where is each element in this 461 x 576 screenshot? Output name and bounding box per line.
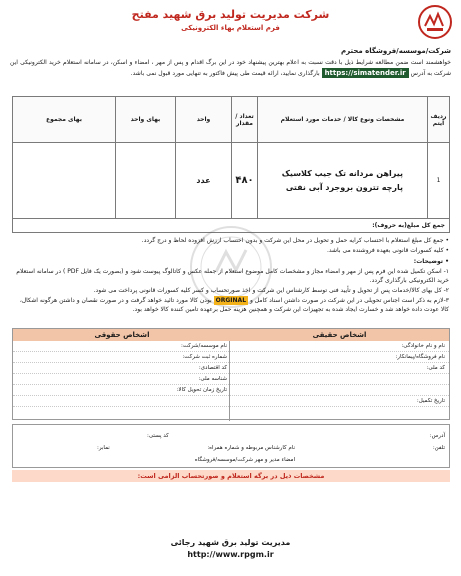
- note-item-3: [12, 296, 449, 314]
- page-title: شرکت مدیریت تولید برق شهید مفتح: [131, 8, 330, 21]
- required-fields-note: مشخصات ذیل در برگه استعلام و صورتحساب الزامی است:: [12, 470, 450, 482]
- legal-person-field[interactable]: کد اقتصادی:: [13, 363, 231, 374]
- col-header-total: بهای مجموع: [13, 97, 116, 143]
- description-line-2: پارچه تترون بروجرد آبی نفتی: [285, 182, 403, 192]
- col-header-quantity: تعداد / مقدار: [232, 97, 258, 143]
- legal-person-heading: اشخاص حقوقی: [13, 329, 231, 341]
- table-row: [13, 143, 450, 219]
- intro-text: خواهشمند است ضمن مطالعه شرایط ذیل با دقت نسبت به اعلام بهترین پیشنهاد خود در این برگ اقدام و پس از مهر ، امضاء و اسکن، در سامانه استعلام خرید الکترونیکی این شرکت به آدرس: [10, 59, 451, 77]
- items-table: [12, 96, 450, 233]
- real-person-field[interactable]: [230, 374, 449, 385]
- cell-row-no: 1: [428, 143, 450, 219]
- col-header-row-no: ردیف آیتم: [428, 97, 450, 143]
- contact-row-3: [17, 455, 445, 465]
- footer-company-name: مدیریت تولید برق شهید رجائی: [170, 538, 291, 547]
- phone-field[interactable]: تلفن:: [432, 445, 445, 451]
- signature-field[interactable]: امضاء مدیر و مهر شرکت/موسسه/فروشگاه: [194, 457, 295, 463]
- legal-person-column: [13, 329, 231, 421]
- contact-row-1: [17, 431, 445, 441]
- note-line-1: • جمع کل مبلغ استعلام با احتساب کرایه حمل و تحویل در محل این شرکت و بدون احتساب ارزش افزوده لحاظ و درج گردد.: [141, 237, 449, 244]
- footer-website-link[interactable]: http://www.rpgm.ir: [187, 550, 274, 559]
- note-item-3-after: بودن کالا مورد تائید خواهد گرفت و در صورت نقصان و داشتن هرگونه اشکال، کالا عودت داده خواهد شد و خسارت ایجاد شده به تجهیزات این شرکت و همچنین هزینه حمل برعهده تامین کننده کالا خواهد بود.: [19, 297, 449, 313]
- note-item-3-before: ۳-لازم به ذکر است اجناس تحویلی در این شرکت در صورت داشتن اسناد کامل و: [249, 297, 449, 304]
- cell-unit-price[interactable]: [116, 143, 176, 219]
- postal-code-field[interactable]: کد پستی:: [147, 433, 169, 439]
- real-person-field[interactable]: [230, 385, 449, 396]
- cell-quantity: ۴۸۰: [232, 143, 258, 219]
- real-person-field[interactable]: نام و نام خانوادگی:: [230, 341, 449, 352]
- contact-section: [12, 424, 450, 468]
- intro-paragraph: [10, 58, 451, 79]
- note-line-2: • کلیه کسورات قانونی بعهده فروشنده می باشد.: [326, 247, 449, 254]
- notes-section: [12, 236, 449, 315]
- legal-person-field[interactable]: شناسه ملی:: [13, 374, 231, 385]
- footer: [0, 538, 461, 559]
- document-header: [0, 4, 461, 44]
- col-header-description: مشخصات ونوع کالا / خدمات مورد استعلام: [258, 97, 428, 143]
- page-subtitle: فرم استعلام بهاء الکترونیکی: [181, 24, 280, 32]
- cell-description: [258, 143, 428, 219]
- cell-unit: عدد: [176, 143, 232, 219]
- real-person-heading: اشخاص حقیقی: [230, 329, 449, 341]
- intro-text-after: بارگذاری نمایید، ارائه قیمت طی پیش فاکتور به تنهایی مورد قبول نمی باشد.: [130, 70, 320, 77]
- fax-field[interactable]: نمابر:: [97, 445, 110, 451]
- original-highlight: ORGINAL: [215, 297, 247, 304]
- legal-person-field[interactable]: شماره ثبت شرکت:: [13, 352, 231, 363]
- contact-row-2: [17, 443, 445, 453]
- vendor-info-grid: [12, 328, 450, 420]
- legal-person-field[interactable]: [13, 396, 231, 407]
- legal-person-field[interactable]: نام موسسه/شرکت:: [13, 341, 231, 352]
- cell-total[interactable]: [13, 143, 116, 219]
- rep-name-field[interactable]: نام کارشناس مربوطه و شماره همراه:: [207, 445, 295, 451]
- description-line-1: پیراهن مردانه تک جیب کلاسیک: [281, 168, 403, 178]
- note-item-2: ۲- کل بهای کالا/خدمات پس از تحویل و تأیید فنی توسط کارشناس این شرکت و اخذ صورتحساب و کسر کلیه کسورات قانونی پرداخت می شود.: [93, 287, 449, 294]
- col-header-unit: واحد: [176, 97, 232, 143]
- sum-label[interactable]: جمع کل مبلغ(به حروف):: [13, 219, 450, 233]
- col-header-unit-price: بهای واحد: [116, 97, 176, 143]
- real-person-field[interactable]: تاریخ تکمیل:: [230, 396, 449, 407]
- legal-person-field[interactable]: تاریخ زمان تحویل کالا:: [13, 385, 231, 396]
- tender-url-link[interactable]: https://simatender.ir: [322, 68, 409, 78]
- notes-heading: • توضیحات:: [413, 258, 449, 265]
- real-person-column: [229, 329, 449, 421]
- real-person-field[interactable]: کد ملی:: [230, 363, 449, 374]
- addressee-line: شرکت/موسسه/فروشگاه محترم: [341, 47, 451, 55]
- address-field[interactable]: آدرس:: [429, 433, 445, 439]
- note-item-1: ۱- اسکن تکمیل شده این فرم پس از مهر و امضاء مجاز و مشخصات کامل موضوع استعلام از جمله عکس و کاتالوگ پیوست شود و (بصورت یک فایل PDF ) در سامانه استعلام خرید الکترونیکی بارگذاری گردد.: [16, 268, 449, 284]
- real-person-field[interactable]: نام فروشگاه/پیمانکار:: [230, 352, 449, 363]
